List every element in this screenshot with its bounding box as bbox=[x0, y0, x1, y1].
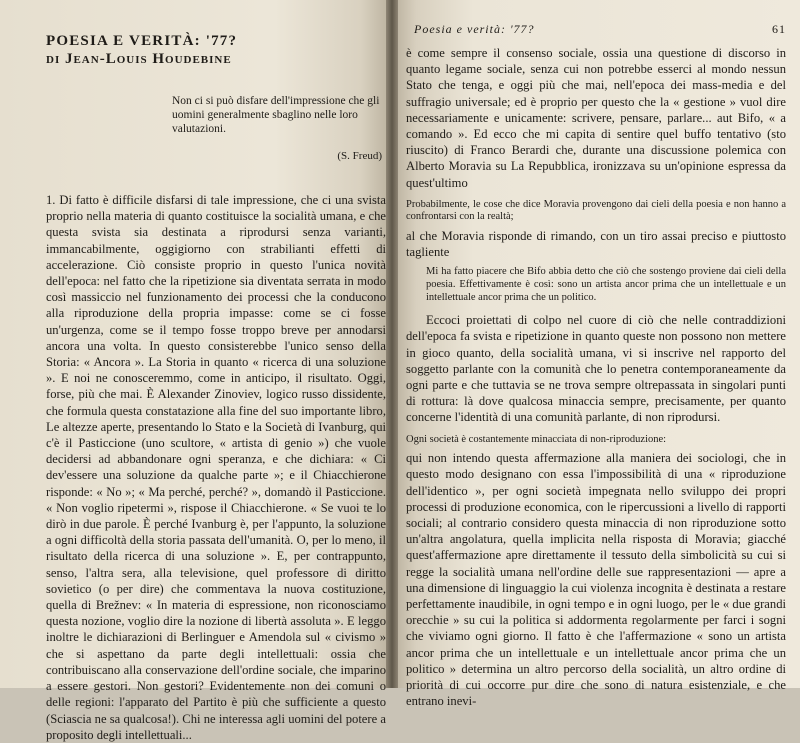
page-number: 61 bbox=[772, 22, 786, 36]
body-paragraph: è come sempre il consenso sociale, ossia una questione di discorso in quanto legame sociale, senza cui non potrebbe esserci al mondo nessun Stato che tenga, e oggi più che mai, nell'epoca dei mass-media e del suffragio universale; ed è proprio per questo che la « gestione » vuol dire necessariamente e unicamente: scrivere, pensare, parlare... aut Bifo, « a comando ». Ed ecco che mi capita di sentire quel buffo tentativo (sto riuscito) di Franco Berardi che, durante una discussione polemica con Alberto Moravia su La Repubblica, ironizzava su un'opinione espressa da quest'ultimo bbox=[406, 46, 786, 190]
body-paragraph: Eccoci proiettati di colpo nel cuore di ciò che nelle contraddizioni dell'epoca fa svista e ripetizione in quanto queste non possono non mettere in gioco quanto, della socialità umana, vi si inscrive nel rapporto del soggetto parlante con la comunità che lo penetra contemporaneamente da ogni parte e che tuttavia se ne trova sempre oltrepassata in singolari punti di rottura: là dove qualcosa minaccia sempre, precisamente, per quanto concerne l'identità di una comunità parlante, di non riprodursi. bbox=[406, 313, 786, 425]
block-quote: Mi ha fatto piacere che Bifo abbia detto che ciò che sostengo proviene dai cieli della poesia. Effettivamente è così: sono un artista ancor prima che un intellettuale e un intellettuale ancor prima che un politico. bbox=[426, 266, 786, 303]
body-paragraph: 1. Di fatto è difficile disfarsi di tale impressione, che ci una svista proprio nella materia di quanto costituisce la socialità umana, e che questa svista sia destinata a riprodursi senza varianti, immancabilmente, oggigiorno con strabilianti effetti di accelerazione. Ciò consiste proprio in questo l'unica novità dell'epoca: nel fatto che la ripetizione sia diventata serrata in modo così massiccio nel funzionamento dei processi che la conducono alla riproduzione della propria impasse: come se ci fosse un'urgenza, come se il tempo fosse troppo breve per annodarsi ancora una volta. In questo consisterebbe l'unico senso della Storia: « Ancora ». La Storia in quanto « ricerca di una soluzione ». E noi ne conosceremmo, come in anticipo, il risultato. Oggi, forse, più che mai. È Alexander Zinoviev, logico russo dissidente, che formula questa constatazione alla fine del suo importante libro, Le altezze aperte, presentando lo Stato e la Società di Ivanburg, qui c'è il Pasticcione (uno scultore, « artista di genio ») che vuole decidersi ad abbandonare ogni speranza, e che dichiara: « Ci dev'essere una soluzione da qualche parte »; e il Chiacchierone risponde: « No »; « Ma perché, perché? », domandò il Pasticcione. « Non voglio ripetermi », rispose il Chiacchierone. « Se vuoi te lo dirò in due parole. È perché Ivanburg è, per l'appunto, la soluzione a ogni difficoltà della storia passata dell'umanità. O, per lo meno, il risultato della ricerca di una soluzione ». E, per contrappunto, senso, l'altra sera, alla televisione, quel professore di diritto sovietico (o per dire) che commentava la nuova costituzione, quella di Brežnev: « In materia di espressione, non riconosciamo questa nozione, voglio dire la nozione di libertà assoluta ». E leggo inoltre le dichiarazioni di Berlinguer e Amendola sul « civismo » che si aspettano da parte degli intellettuali: ossia che contribuiscano alla conservazione dell'ordine sociale, che imparino a essere gestori. Non gestori? Evidentemente non dei comuni o delle regioni: l'apparato del Partito è più che sufficiente a questo (Sciascia ne sa qualcosa!). Chi ne interessa agli uomini del potere a proposito degli intellettuali... bbox=[46, 193, 386, 742]
left-page bbox=[0, 0, 392, 742]
block-quote: Probabilmente, le cose che dice Moravia provengono dai cieli della poesia e non hanno a confrontarsi con la realtà; bbox=[406, 198, 786, 223]
article-author: di Jean-Louis Houdebine bbox=[46, 51, 232, 67]
epigraph: Non ci si può disfare dell'impressione che gli uomini generalmente sbaglino nelle loro valutazioni. bbox=[172, 95, 380, 135]
article-title: POESIA E VERITÀ: '77? bbox=[46, 33, 238, 49]
epigraph-signature: (S. Freud) bbox=[337, 150, 382, 162]
block-quote: Ogni società è costantemente minacciata di non-riproduzione: bbox=[406, 433, 667, 445]
running-head bbox=[414, 22, 786, 37]
body-paragraph: al che Moravia risponde di rimando, con un tiro assai preciso e piuttosto tagliente bbox=[406, 229, 786, 260]
right-page bbox=[392, 0, 800, 709]
running-head-title: Poesia e verità: '77? bbox=[414, 22, 535, 36]
body-paragraph: qui non intendo questa affermazione alla maniera dei sociologi, che in questo modo designano con essa l'impossibilità di una « riproduzione dell'identico », per ogni società impegnata nello sviluppo dei propri processi di produzione economica, con le ripercussioni a livello di rapporti sociali; al contrario considero questa minaccia di non riproduzione sotto un'altra angolatura, quella implicita nella risposta di Moravia; giacché quest'affermazione apre direttamente il tessuto della simbolicità su cui si regge la socialità umana nell'ordine delle sue rappresentazioni — apre a una dimensione di linguaggio la cui violenza incognita è destinata a restare perfettamente inaudibile, in ogni tempo e in ogni luogo, per le « due grandi orecchie » su cui la politica si addormenta regolarmente per farci i sogni che viviamo ogni giorno. Il fatto è che l'affermazione « sono un artista ancor prima che un intellettuale e un intellettuale ancor prima che un politico » determina un altro percorso della socialità, un altro ordine di priorità di cui occorre pur dire che sono di natura esistenziale, e che entrano inevi- bbox=[406, 451, 786, 709]
book-spine-gutter bbox=[386, 0, 398, 688]
